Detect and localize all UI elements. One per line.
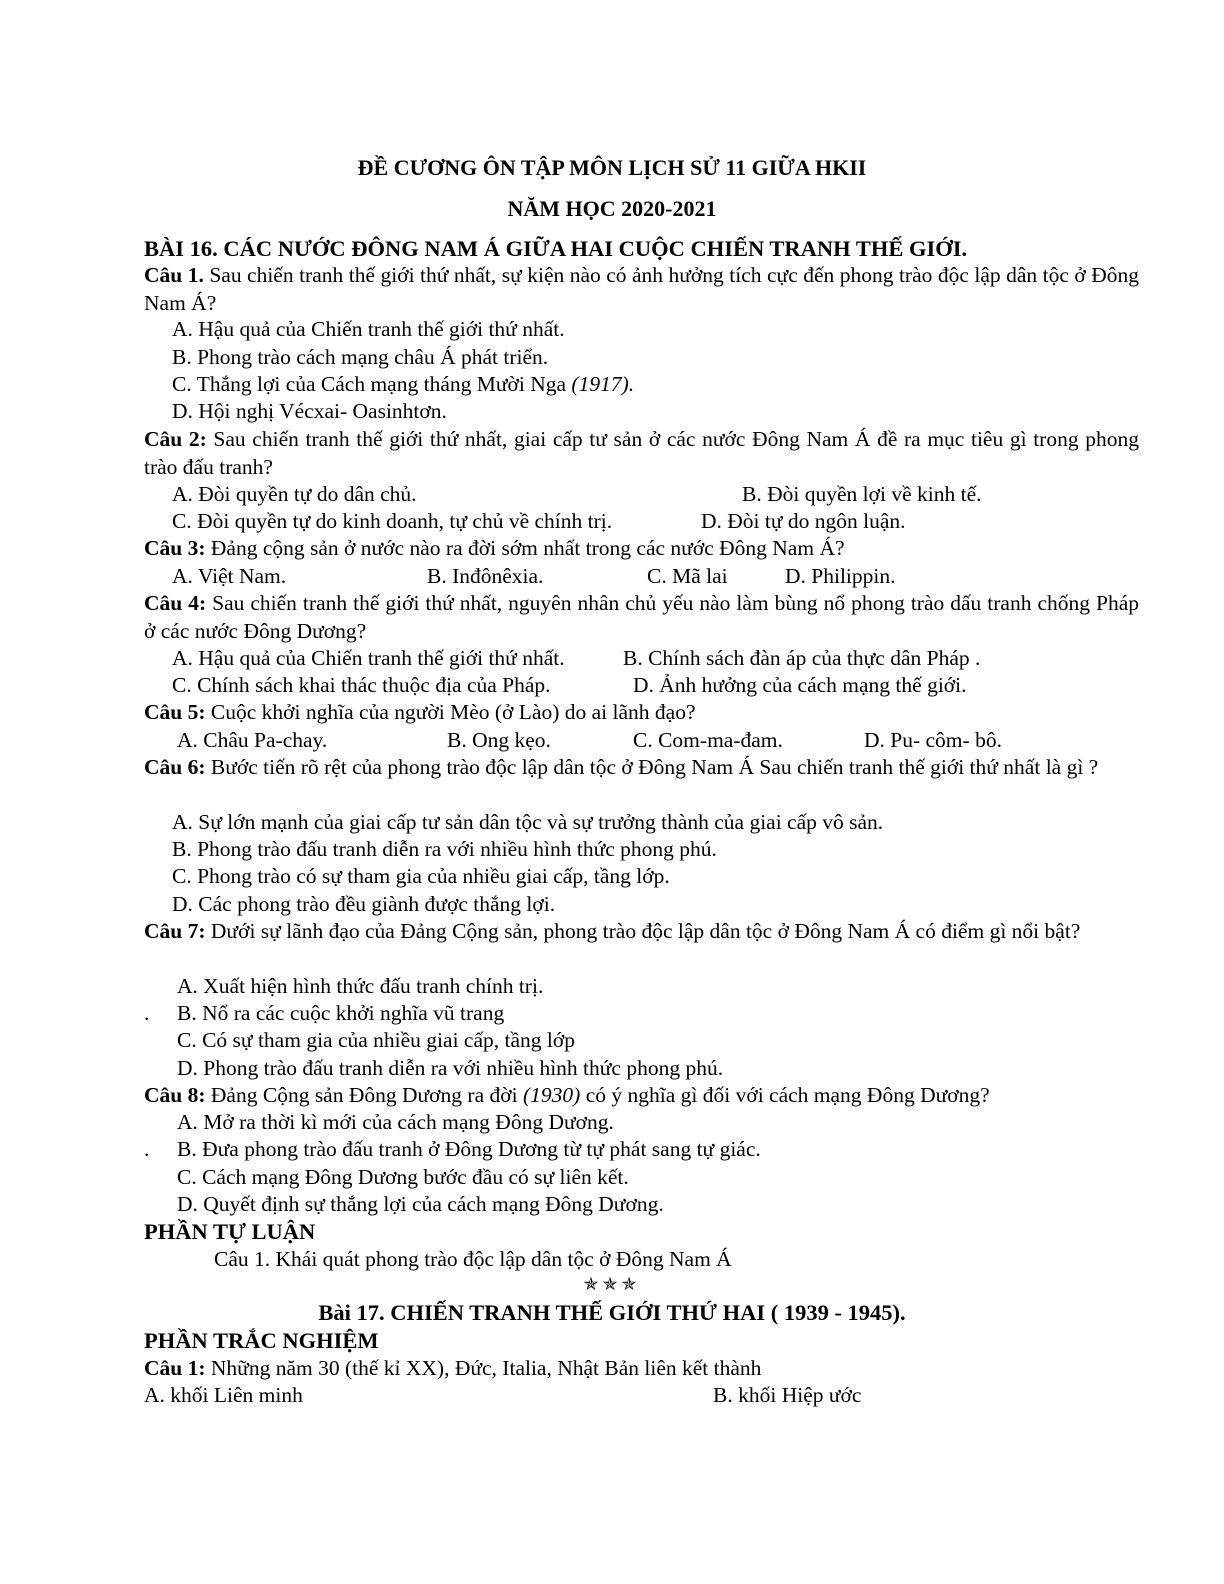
answer-option: A. Hậu quả của Chiến tranh thế giới thứ nhất. bbox=[172, 646, 565, 670]
question-text: Đảng cộng sản ở nước nào ra đời sớm nhất trong các nước Đông Nam Á? bbox=[205, 536, 845, 560]
essay-question-1: Câu 1. Khái quát phong trào độc lập dân tộc ở Đông Nam Á bbox=[214, 1247, 732, 1271]
answer-option: A. Hậu quả của Chiến tranh thế giới thứ nhất. bbox=[172, 317, 565, 341]
answer-option: A. Mở ra thời kì mới của cách mạng Đông Dương. bbox=[177, 1110, 614, 1134]
multiple-choice-heading: PHẦN TRẮC NGHIỆM bbox=[144, 1328, 379, 1353]
answer-option: C. Phong trào có sự tham gia của nhiều giai cấp, tầng lớp. bbox=[172, 864, 670, 888]
essay-heading: PHẦN TỰ LUẬN bbox=[144, 1219, 316, 1244]
question-label: Câu 7: bbox=[144, 919, 206, 943]
answer-option: B. Ong kẹo. bbox=[447, 728, 551, 752]
question-label: Câu 6: bbox=[144, 755, 206, 779]
question-1 bbox=[144, 262, 1139, 317]
answer-option: D. Ảnh hưởng của cách mạng thế giới. bbox=[633, 673, 967, 697]
lesson-17-heading: Bài 17. CHIẾN TRANH THẾ GIỚI THỨ HAI ( 1939 - 1945). bbox=[318, 1300, 906, 1325]
answer-option: B. Đưa phong trào đấu tranh ở Đông Dương từ tự phát sang tự giác. bbox=[177, 1137, 761, 1161]
answer-option: A. Xuất hiện hình thức đấu tranh chính trị. bbox=[177, 974, 544, 998]
question-7 bbox=[144, 918, 1139, 946]
answer-option: B. Phong trào đấu tranh diễn ra với nhiều hình thức phong phú. bbox=[172, 837, 717, 861]
star-separator: ✯✯✯ bbox=[583, 1274, 641, 1294]
question-text: Cuộc khởi nghĩa của người Mèo (ở Lào) do ai lãnh đạo? bbox=[205, 700, 696, 724]
question-text: Những năm 30 (thế kỉ XX), Đức, Italia, Nhật Bản liên kết thành bbox=[205, 1356, 762, 1380]
question-label: Câu 5: bbox=[144, 700, 206, 724]
answer-option: D. Đòi tự do ngôn luận. bbox=[701, 509, 906, 533]
answer-option: D. Philippin. bbox=[785, 564, 896, 588]
question-4 bbox=[144, 590, 1139, 645]
answer-option: B. khối Hiệp ước bbox=[713, 1383, 862, 1407]
answer-option: C. Mã lai bbox=[647, 564, 728, 588]
lesson-17-question-1 bbox=[144, 1355, 761, 1382]
bullet-dot: . bbox=[144, 1001, 150, 1025]
answer-option: B. Inđônêxia. bbox=[427, 564, 544, 588]
answer-option: C. Đòi quyền tự do kinh doanh, tự chủ về chính trị. bbox=[172, 509, 613, 533]
lesson-16-heading: BÀI 16. CÁC NƯỚC ĐÔNG NAM Á GIỮA HAI CUỘC CHIẾN TRANH THẾ GIỚI. bbox=[144, 236, 968, 261]
question-text: Sau chiến tranh thế giới thứ nhất, sự kiện nào có ảnh hưởng tích cực đến phong trào độc lập dân tộc ở Đông Nam Á? bbox=[144, 263, 1140, 315]
answer-option: A. Đòi quyền tự do dân chủ. bbox=[172, 482, 417, 506]
question-text: Sau chiến tranh thế giới thứ nhất, nguyên nhân chủ yếu nào làm bùng nổ phong trào dấu tranh chống Pháp ở các nước Đông Dương? bbox=[144, 591, 1139, 643]
question-5 bbox=[144, 699, 696, 726]
question-6 bbox=[144, 754, 1139, 782]
question-2 bbox=[144, 426, 1139, 481]
question-text: Dưới sự lãnh đạo của Đảng Cộng sản, phong trào độc lập dân tộc ở Đông Nam Á có điểm gì nổi bật? bbox=[205, 919, 1081, 943]
question-label: Câu 1: bbox=[144, 1356, 206, 1380]
answer-option: B. Chính sách đàn áp của thực dân Pháp . bbox=[623, 646, 981, 670]
answer-option: A. Việt Nam. bbox=[172, 564, 287, 588]
answer-option: C. Chính sách khai thác thuộc địa của Pháp. bbox=[172, 673, 551, 697]
question-label: Câu 8: bbox=[144, 1083, 206, 1107]
answer-option: A. Châu Pa-chay. bbox=[177, 728, 328, 752]
answer-option: D. Pu- côm- bô. bbox=[864, 728, 1002, 752]
question-text: Bước tiến rõ rệt của phong trào độc lập dân tộc ở Đông Nam Á Sau chiến tranh thế giới thứ nhất là gì ? bbox=[205, 755, 1099, 779]
question-label: Câu 3: bbox=[144, 536, 206, 560]
question-3 bbox=[144, 535, 845, 562]
answer-option: C. Cách mạng Đông Dương bước đầu có sự liên kết. bbox=[177, 1165, 629, 1189]
answer-option: D. Phong trào đấu tranh diễn ra với nhiều hình thức phong phú. bbox=[177, 1056, 724, 1080]
question-label: Câu 4: bbox=[144, 591, 207, 615]
question-label: Câu 2: bbox=[144, 427, 207, 451]
answer-option: C. Thắng lợi của Cách mạng tháng Mười Nga (1917). bbox=[172, 372, 635, 396]
answer-option: B. Nổ ra các cuộc khởi nghĩa vũ trang bbox=[177, 1001, 505, 1025]
answer-option: A. Sự lớn mạnh của giai cấp tư sản dân tộc và sự trưởng thành của giai cấp vô sản. bbox=[172, 810, 884, 834]
answer-option: A. khối Liên minh bbox=[144, 1383, 303, 1407]
answer-option: C. Có sự tham gia của nhiều giai cấp, tầng lớp bbox=[177, 1028, 575, 1052]
answer-option: D. Quyết định sự thắng lợi của cách mạng Đông Dương. bbox=[177, 1192, 664, 1216]
question-text: Sau chiến tranh thế giới thứ nhất, giai cấp tư sản ở các nước Đông Nam Á đề ra mục tiêu gì trong phong trào đấu tranh? bbox=[144, 427, 1139, 479]
question-label: Câu 1. bbox=[144, 263, 204, 287]
bullet-dot: . bbox=[144, 1137, 150, 1161]
document-title: ĐỀ CƯƠNG ÔN TẬP MÔN LỊCH SỬ 11 GIỮA HKII bbox=[357, 155, 867, 180]
school-year: NĂM HỌC 2020-2021 bbox=[507, 196, 717, 221]
answer-option: C. Com-ma-đam. bbox=[633, 728, 783, 752]
answer-option: D. Hội nghị Vécxai- Oasinhtơn. bbox=[172, 399, 447, 423]
answer-option: B. Đòi quyền lợi về kinh tế. bbox=[742, 482, 982, 506]
answer-option: B. Phong trào cách mạng châu Á phát triển. bbox=[172, 345, 549, 369]
answer-option: D. Các phong trào đều giành được thắng lợi. bbox=[172, 892, 556, 916]
question-8: Câu 8: Đảng Cộng sản Đông Dương ra đời (1930) có ý nghĩa gì đối với cách mạng Đông Dương? bbox=[144, 1083, 990, 1107]
